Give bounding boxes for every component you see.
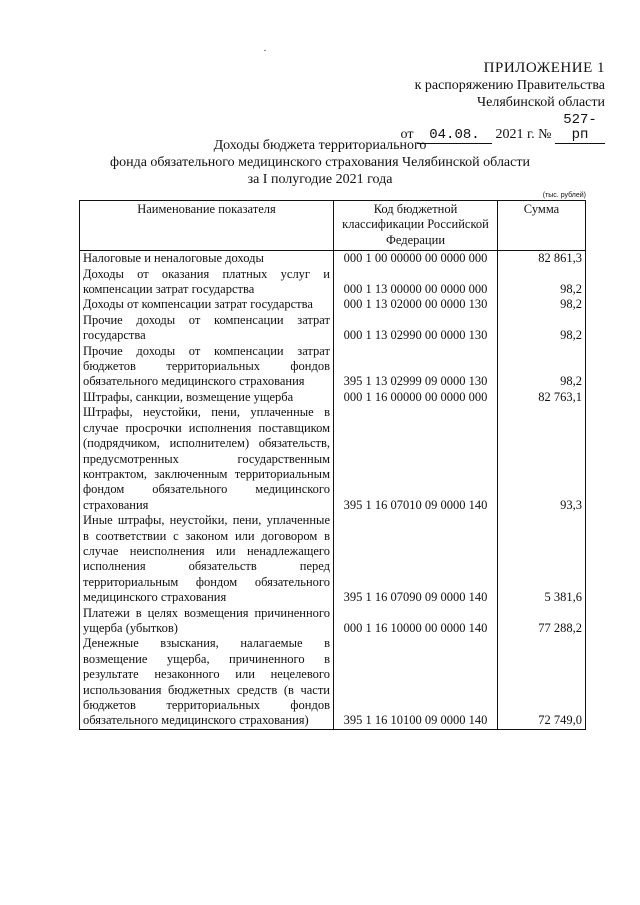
row-name: Штрафы, неустойки, пени, уплаченные в случае просрочки исполнения поставщиком (подрядчиком, исполнителем) обязательств, предусмотренных государственным контрактом, заключенным территориальным фондом обязательного медицинского страхования	[80, 405, 334, 513]
row-name: Прочие доходы от компенсации затрат бюджетов территориальных фондов обязательного медицинского страхования	[80, 344, 334, 390]
decree-date: 04.08.	[417, 128, 492, 144]
row-amount: 82 763,1	[498, 390, 586, 405]
scan-speck	[264, 50, 266, 51]
table-row	[80, 267, 586, 298]
table-row	[80, 636, 586, 729]
header-name: Наименование показателя	[80, 201, 334, 251]
table-row	[80, 344, 586, 390]
heading-line-2: фонда обязательного медицинского страхования Челябинской области	[110, 155, 530, 170]
appendix-title: ПРИЛОЖЕНИЕ 1	[483, 60, 605, 76]
date-prefix: от	[400, 127, 414, 142]
heading-line-1: Доходы бюджета территориального	[213, 138, 427, 153]
appendix-line-1: к распоряжению Правительства	[414, 78, 605, 93]
row-code: 395 1 16 10100 09 0000 140	[334, 636, 498, 729]
row-code: 000 1 13 02990 00 0000 130	[334, 313, 498, 344]
table-row	[80, 313, 586, 344]
row-name: Прочие доходы от компенсации затрат государства	[80, 313, 334, 344]
row-amount: 98,2	[498, 267, 586, 298]
decree-number: 527-рп	[555, 113, 605, 144]
row-amount: 72 749,0	[498, 636, 586, 729]
row-amount: 98,2	[498, 344, 586, 390]
table-header-row	[80, 201, 586, 251]
table-row	[80, 513, 586, 605]
document-heading	[70, 137, 570, 188]
row-name: Платежи в целях возмещения причиненного ущерба (убытков)	[80, 606, 334, 637]
row-amount: 77 288,2	[498, 606, 586, 637]
row-code: 000 1 16 10000 00 0000 140	[334, 606, 498, 637]
table-row	[80, 390, 586, 405]
row-name: Доходы от оказания платных услуг и компенсации затрат государства	[80, 267, 334, 298]
header-code: Код бюджетной классификации Российской Федерации	[334, 201, 498, 251]
units-note: (тыс. рублей)	[542, 192, 586, 199]
row-name: Доходы от компенсации затрат государства	[80, 297, 334, 312]
appendix-line-2: Челябинской области	[477, 95, 605, 110]
row-name: Налоговые и неналоговые доходы	[80, 251, 334, 267]
row-name: Денежные взыскания, налагаемые в возмещение ущерба, причиненного в результате незаконного или нецелевого использования бюджетных средств (в части бюджетов территориальных фондов обязательного медицинского страхования)	[80, 636, 334, 729]
income-table	[79, 200, 586, 730]
row-name: Иные штрафы, неустойки, пени, уплаченные в соответствии с законом или договором в случае неисполнения или ненадлежащего исполнения обязательств перед территориальным фондом обязательного медицинского страхования	[80, 513, 334, 605]
row-code: 000 1 00 00000 00 0000 000	[334, 251, 498, 267]
row-amount: 93,3	[498, 405, 586, 513]
header-amount: Сумма	[498, 201, 586, 251]
row-code: 395 1 16 07010 09 0000 140	[334, 405, 498, 513]
row-amount: 82 861,3	[498, 251, 586, 267]
row-code: 000 1 16 00000 00 0000 000	[334, 390, 498, 405]
row-code: 000 1 13 00000 00 0000 000	[334, 267, 498, 298]
table-row	[80, 251, 586, 267]
decree-year: 2021 г. №	[495, 127, 552, 142]
table-row	[80, 297, 586, 312]
table-row	[80, 606, 586, 637]
row-code: 000 1 13 02000 00 0000 130	[334, 297, 498, 312]
table-row	[80, 405, 586, 513]
heading-line-3: за I полугодие 2021 года	[247, 172, 393, 187]
row-amount: 98,2	[498, 297, 586, 312]
row-name: Штрафы, санкции, возмещение ущерба	[80, 390, 334, 405]
row-amount: 98,2	[498, 313, 586, 344]
row-amount: 5 381,6	[498, 513, 586, 605]
row-code: 395 1 16 07090 09 0000 140	[334, 513, 498, 605]
row-code: 395 1 13 02999 09 0000 130	[334, 344, 498, 390]
appendix-block	[360, 60, 605, 144]
